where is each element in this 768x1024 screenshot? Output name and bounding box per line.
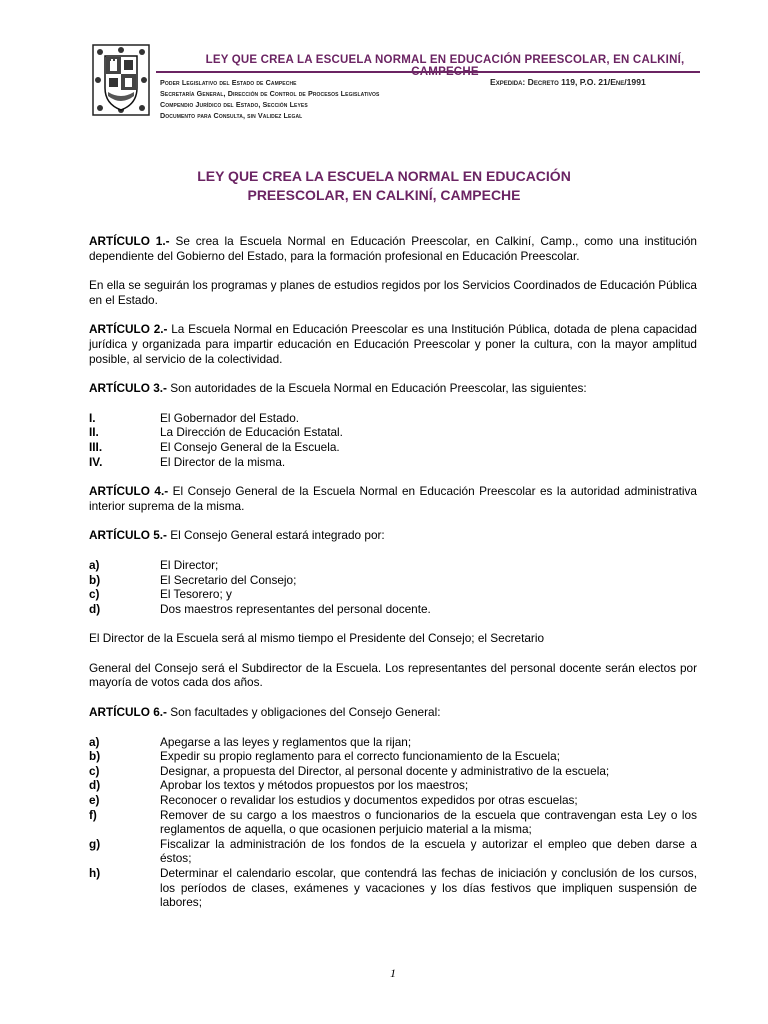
list-item-text: El Secretario del Consejo; <box>160 572 297 587</box>
list-item-text: Fiscalizar la administración de los fondos de la escuela y autorizar el empleo que deben darse a éstos; <box>160 836 697 866</box>
article-text: La Escuela Normal en Educación Preescolar es una Institución Pública, dotada de plena capacidad jurídica y organizada para impartir educación en Educación Preescolar y poner la cultura, con la mayor amplitud posible, al servicio de la colectividad. <box>89 322 697 366</box>
list-marker: f) <box>89 807 97 822</box>
page-number: 1 <box>390 966 396 980</box>
list-item-text: Dos maestros representantes del personal docente. <box>160 601 431 616</box>
article-label: ARTÍCULO 4.- <box>89 484 169 499</box>
article-label: ARTÍCULO 2.- <box>89 322 168 337</box>
title-line: PREESCOLAR, EN CALKINÍ, CAMPECHE <box>247 187 521 203</box>
document-title <box>100 167 668 205</box>
list-item <box>89 558 697 573</box>
meta-line: Secretaría General, Dirección de Control de Procesos Legislativos <box>160 89 380 98</box>
list-marker: g) <box>89 836 101 851</box>
article-5-paragraph: El Director de la Escuela será al mismo tiempo el Presidente del Consejo; el Secretario <box>89 631 545 646</box>
article-text: Son facultades y obligaciones del Consejo General: <box>167 705 441 720</box>
list-item <box>89 866 697 910</box>
article-5-paragraph: General del Consejo será el Subdirector de la Escuela. Los representantes del personal docente serán electos por mayoría de votos cada dos años. <box>89 660 697 690</box>
list-marker: b) <box>89 572 101 587</box>
list-item-text: El Tesorero; y <box>160 587 232 602</box>
list-item <box>89 749 697 764</box>
meta-line: Poder Legislativo del Estado de Campeche <box>160 78 297 87</box>
article-5 <box>89 528 697 543</box>
article-text: El Consejo General de la Escuela Normal en Educación Preescolar es la autoridad administrativa interior suprema de la misma. <box>89 484 697 513</box>
article-1 <box>89 234 697 263</box>
list-item-text: Reconocer o revalidar los estudios y documentos expedidos por otras escuelas; <box>160 793 578 808</box>
list-item <box>89 735 697 750</box>
list-marker: h) <box>89 866 101 880</box>
list-item <box>89 425 697 440</box>
council-members-list <box>89 558 697 616</box>
article-text: Son autoridades de la Escuela Normal en Educación Preescolar, las siguientes: <box>167 381 587 396</box>
list-marker: c) <box>89 763 100 778</box>
list-marker: a) <box>89 557 100 572</box>
list-marker: a) <box>89 734 100 749</box>
list-item-text: Expedir su propio reglamento para el correcto funcionamiento de la Escuela; <box>160 749 561 764</box>
article-6 <box>89 705 697 720</box>
list-item-text: Determinar el calendario escolar, que contendrá las fechas de iniciación y conclusión de los cursos, los períodos de clases, exámenes y vacaciones y los días festivos que impliquen suspensión de labores; <box>160 866 697 910</box>
list-item-text: Aprobar los textos y métodos propuestos por los maestros; <box>160 778 469 793</box>
list-item <box>89 808 697 837</box>
list-marker: e) <box>89 793 100 808</box>
issuing-body-block <box>160 77 379 121</box>
article-text: Se crea la Escuela Normal en Educación Preescolar, en Calkiní, Camp., como una institución dependiente del Gobierno del Estado, para la formación profesional en Educación Preescolar. <box>89 234 697 263</box>
list-item-text: El Director de la misma. <box>160 454 286 469</box>
issued-decree: Expedida: Decreto 119, P.O. 21/Ene/1991 <box>490 77 646 87</box>
title-line: LEY QUE CREA LA ESCUELA NORMAL EN EDUCACIÓN <box>197 168 571 184</box>
list-item-text: La Dirección de Educación Estatal. <box>160 425 343 440</box>
meta-line: Documento para Consulta, sin Validez Legal <box>160 111 303 120</box>
running-header-title: LEY QUE CREA LA ESCUELA NORMAL EN EDUCACIÓN PREESCOLAR, EN CALKINÍ, <box>205 54 685 66</box>
document-body <box>89 234 697 925</box>
article-3 <box>89 381 697 396</box>
list-item <box>89 411 697 426</box>
article-text: El Consejo General estará integrado por: <box>167 528 385 543</box>
list-item-text: El Gobernador del Estado. <box>160 410 300 425</box>
list-item <box>89 587 697 602</box>
list-item-text: El Consejo General de la Escuela. <box>160 439 340 454</box>
list-item <box>89 778 697 793</box>
article-label: ARTÍCULO 6.- <box>89 705 167 720</box>
list-item <box>89 602 697 617</box>
list-marker: d) <box>89 601 101 616</box>
list-marker: b) <box>89 749 101 764</box>
list-item <box>89 455 697 470</box>
authorities-list <box>89 411 697 469</box>
council-duties-list <box>89 735 697 910</box>
list-item <box>89 440 697 455</box>
list-marker: IV. <box>89 454 103 469</box>
list-item-text: El Director; <box>160 557 219 572</box>
list-item-text: Designar, a propuesta del Director, al personal docente y administrativo de la escuela; <box>160 763 610 778</box>
list-marker: II. <box>89 425 99 440</box>
list-item <box>89 573 697 588</box>
list-marker: c) <box>89 587 100 602</box>
state-coat-of-arms-icon <box>92 44 150 116</box>
meta-line: Compendio Jurídico del Estado, Sección Leyes <box>160 100 308 109</box>
header-divider <box>156 71 700 73</box>
article-label: ARTÍCULO 5.- <box>89 528 167 543</box>
list-marker: I. <box>89 410 96 425</box>
list-item <box>89 793 697 808</box>
article-1-paragraph: En ella se seguirán los programas y planes de estudios regidos por los Servicios Coordinados de Educación Pública en el Estado. <box>89 278 697 307</box>
article-label: ARTÍCULO 1.- <box>89 234 170 248</box>
list-item-text: Apegarse a las leyes y reglamentos que la rijan; <box>160 734 412 749</box>
list-item-text: Remover de su cargo a los maestros o funcionarios de la escuela que contravengan esta Ley o los reglamentos de aquella, o que ocasionen perjuicio material a la misma; <box>160 807 697 837</box>
list-marker: d) <box>89 778 101 793</box>
article-2 <box>89 322 697 366</box>
article-label: ARTÍCULO 3.- <box>89 381 167 396</box>
list-item <box>89 764 697 779</box>
article-4 <box>89 484 697 513</box>
list-item <box>89 837 697 866</box>
list-marker: III. <box>89 439 103 454</box>
